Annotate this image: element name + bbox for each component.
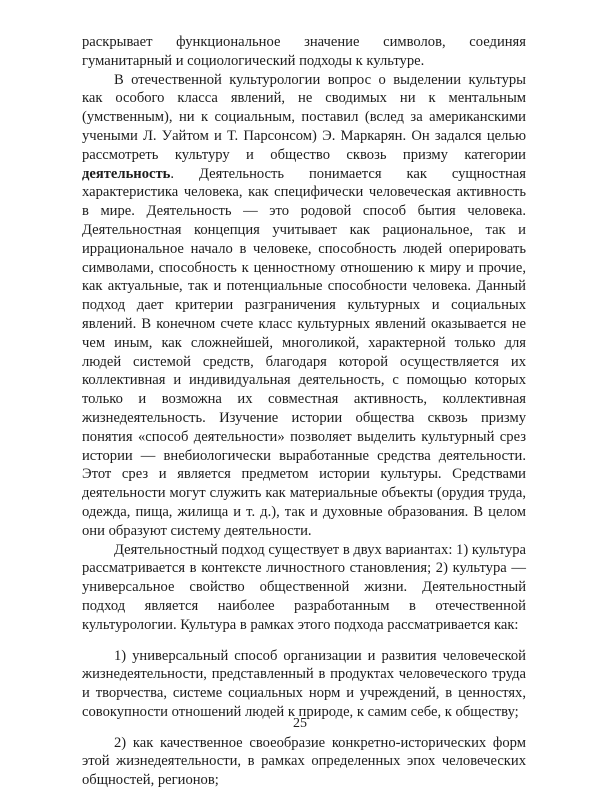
paragraph-activity-approach [82, 71, 526, 541]
paragraph-two-variants: Деятельностный подход существует в двух вариантах: 1) культура рассматривается в контексте личностного становления; 2) культура — универсальное свойство общественной жизни. Деятельностный подход является наиболее разработанным в отечественной культурологии. Культура в рамках этого подхода рассматривается как: [82, 541, 527, 633]
paragraph-text-before: В отечественной культурологии вопрос о выделении культуры как особого класса явлений, не сводимых ни к ментальным (умственным), ни к социальным, поставил (вслед за американскими учеными Л. Уайтом и Т. Парсонсом) Э. Маркарян. Он задался целью рассмотреть культуру и общество сквозь призму категории [82, 71, 526, 163]
list-item-2: 2) как качественное своеобразие конкретно-исторических форм этой жизнедеятельности, в рамках определенных эпох человеческих общностей, регионов; [82, 734, 526, 789]
bold-term-activity: деятельность [82, 165, 171, 182]
list-item-1: 1) универсальный способ организации и развития человеческой жизнедеятельности, представленный в продуктах человеческого труда и творчества, системе социальных норм и учреждений, в ценностях, совокупности отношений людей к природе, к самим себе, к обществу; [82, 647, 526, 720]
paragraph-text-after: . Деятельность понимается как сущностная характеристика человека, как специфически человеческая активность в мире. Деятельность — это родовой способ бытия человека. Деятельностная концепция учитывает как рациональное, так и иррациональное начало в человеке, способность людей оперировать символами, способность к ценностному отношению к миру и прочие, как актуальные, так и потенциальные способности человека. Данный подход дает критерии разграничения культурных и социальных явлений. В конечном счете класс культурных явлений оказывается не чем иным, как сложнейшей, многоликой, характерной только для людей системой средств, благодаря которой осуществляется их коллективная и индивидуальная деятельность, с помощью которых только и возможна их совместная активность, коллективная жизнедеятельность. Изучение истории общества сквозь призму понятия «способ деятельности» позволяет выделить культурный срез истории — внебиологически выработанные средства деятельности. Этот срез и является предметом истории культуры. Средствами деятельности могут служить как материальные объекты (орудия труда, одежда, пища, жилища и т. д.), так и духовные образования. В целом они образуют систему деятельности. [82, 165, 526, 539]
page-number: 25 [293, 716, 307, 731]
body-text [82, 33, 526, 790]
paragraph-continuation: раскрывает функциональное значение символов, соединяя гуманитарный и социологический подходы к культуре. [82, 34, 526, 69]
